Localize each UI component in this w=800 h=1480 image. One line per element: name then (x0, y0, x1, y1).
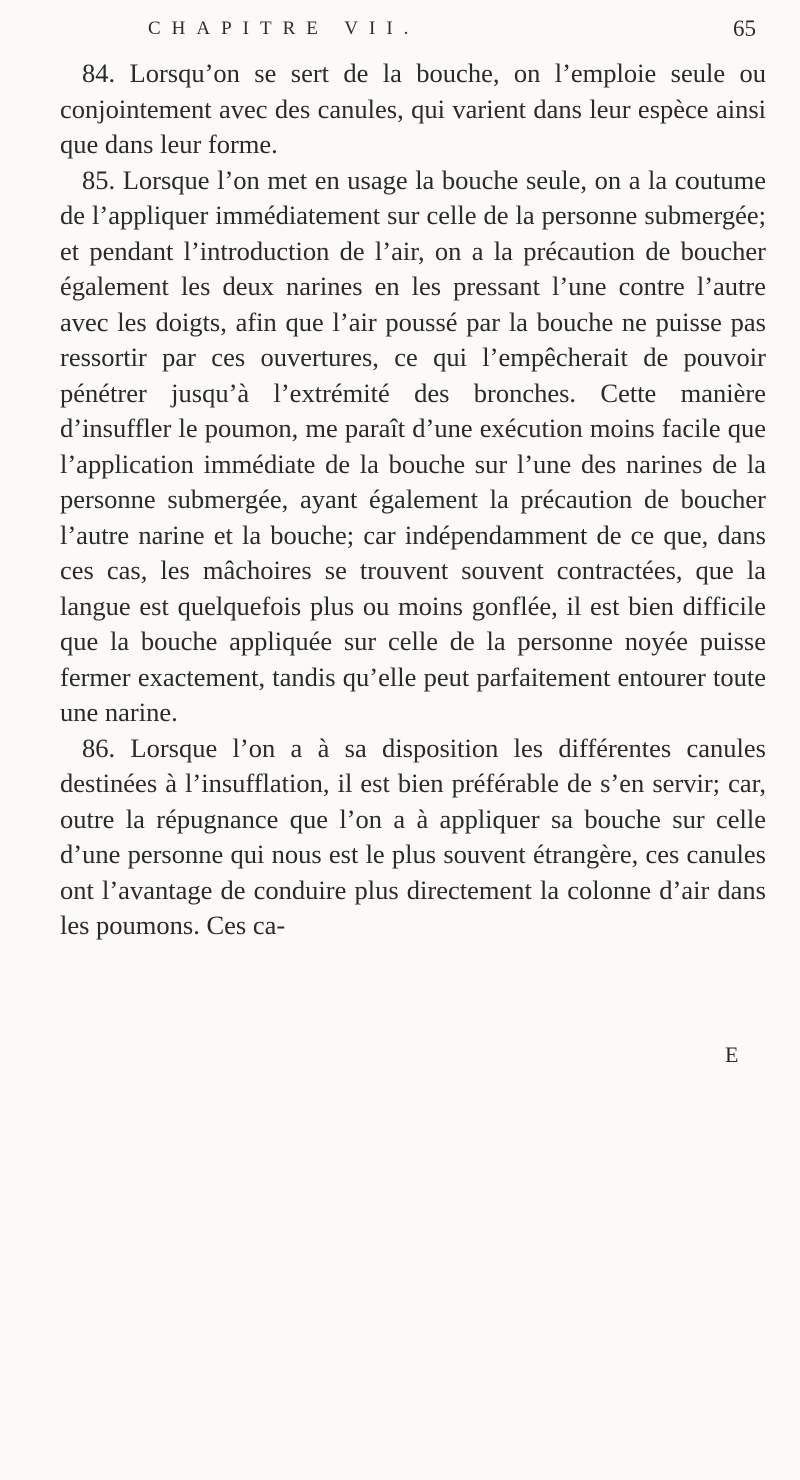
paragraph-86: 86. Lorsque l’on a à sa disposition les différentes canules destinées à l’insufflation, il est bien préférable de s’en servir; car, outre la répugnance que l’on a à appliquer sa bouche sur celle d’une personne qui nous est le plus souvent étrangère, ces canules ont l’avantage de conduire plus directement la colonne d’air dans les poumons. Ces ca- (60, 732, 766, 940)
signature-mark: E (725, 1042, 739, 1067)
page-number: 65 (733, 16, 756, 41)
running-head: CHAPITRE VII. (148, 18, 420, 39)
paragraph-84: 84. Lorsqu’on se sert de la bouche, on l’emploie seule ou conjointement avec des canules, qui varient dans leur espèce ainsi que dans leur forme. (60, 58, 766, 159)
body-text (60, 56, 766, 944)
paragraph-85: 85. Lorsque l’on met en usage la bouche seule, on a la coutume de l’appliquer immédiatement sur celle de la personne submergée; et pendant l’introduction de l’air, on a la précaution de boucher également les deux narines en les pressant l’une contre l’autre avec les doigts, afin que l’air poussé par la bouche ne puisse pas ressortir par ces ouvertures, ce qui l’empêcherait de pouvoir pénétrer jusqu’à l’extrémité des bronches. Cette manière d’insuffler le poumon, me paraît d’une exécution moins facile que l’application immédiate de la bouche sur l’une des narines de la personne submergée, ayant également la précaution de boucher l’autre narine et la bouche; car indépendamment de ce que, dans ces cas, les mâchoires se trouvent souvent contractées, que la langue est quelquefois plus ou moins gonflée, il est bien difficile que la bouche appliquée sur celle de la personne noyée puisse fermer exactement, tandis qu’elle peut parfaitement entourer toute une narine. (60, 164, 766, 727)
page-header (60, 12, 780, 52)
